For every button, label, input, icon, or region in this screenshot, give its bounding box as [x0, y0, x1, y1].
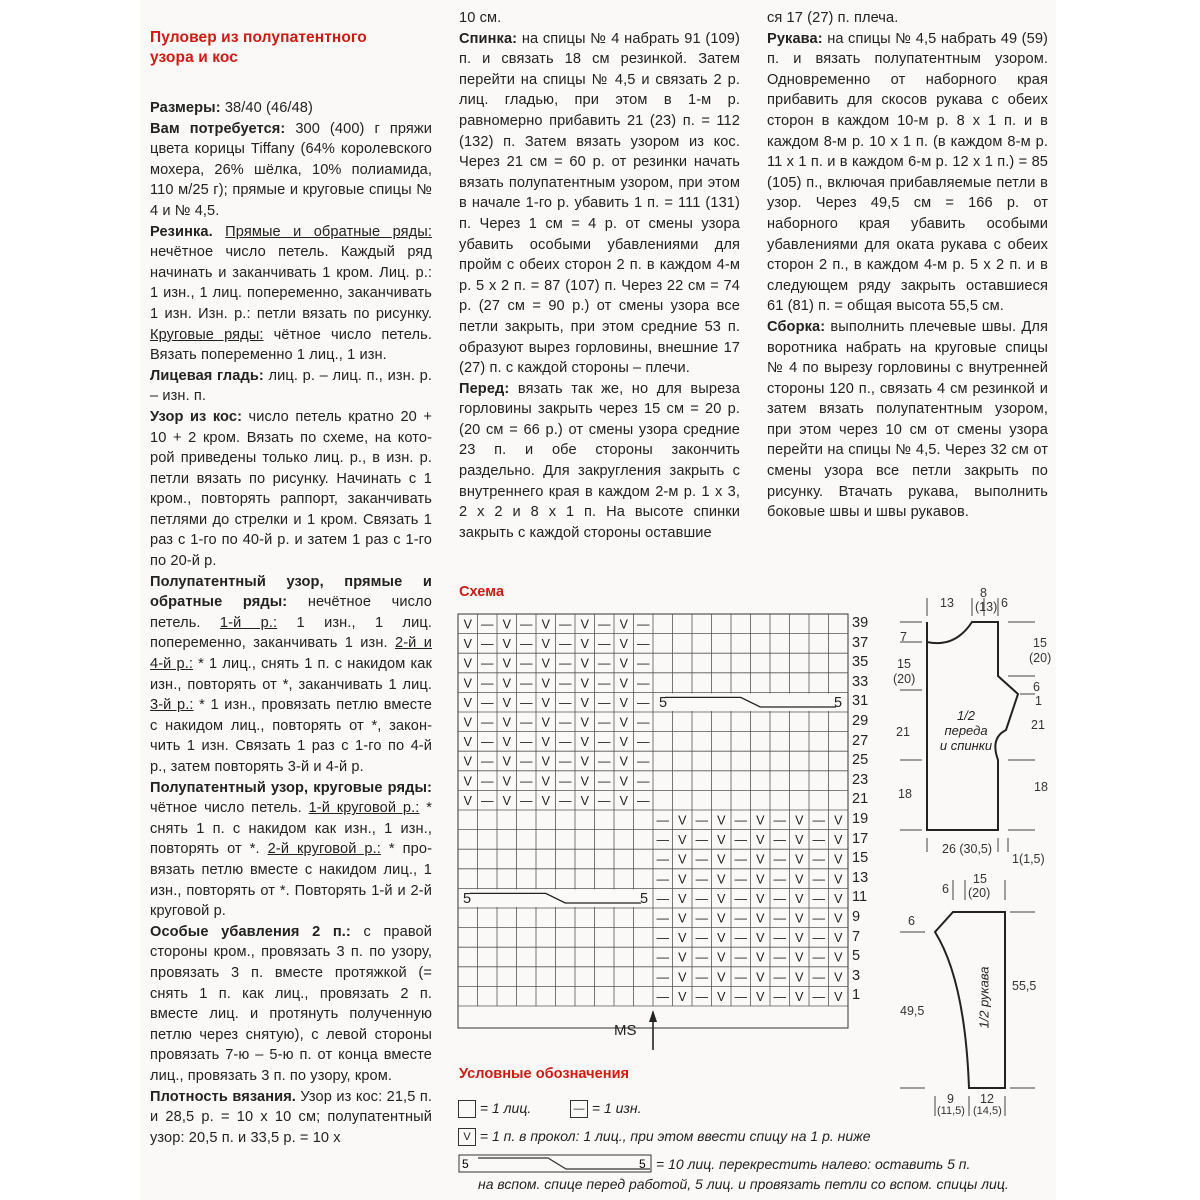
body-dim-6: 6 — [1001, 596, 1008, 610]
column-1 — [150, 28, 432, 1148]
purl-stitch: — — [656, 852, 669, 867]
chart-title: Схема — [459, 584, 504, 600]
purl-stitch: — — [734, 891, 747, 906]
purl-stitch: — — [812, 852, 825, 867]
v-stitch: V — [541, 715, 550, 730]
chart-row-number: 35 — [852, 654, 869, 671]
purl-stitch: — — [773, 989, 786, 1004]
v-stitch: V — [717, 989, 726, 1004]
ribbing-paragraph: Резинка. Прямые и обратные ряды: нечётное число петель. Каждый ряд начинать и заканчивать 1 кром. Лиц. р.: 1 изн., 1 лиц. попеременно, заканчивать 1 изн. Изн. р.: петли вязать по рисунку. Круговые ряды: чётное число петель. Вязать попеременно 1 лиц., 1 изн. — [150, 223, 433, 364]
body-dim-18-left: 18 — [898, 787, 912, 801]
purl-stitch: — — [559, 754, 572, 769]
v-stitch: V — [834, 852, 843, 867]
purl-stitch: — — [637, 656, 650, 671]
purl-stitch: — — [773, 872, 786, 887]
purl-stitch: — — [812, 872, 825, 887]
v-stitch: V — [463, 715, 472, 730]
sleeve-dim-15: 15 — [973, 872, 987, 886]
v-stitch: V — [678, 989, 687, 1004]
v-stitch: V — [795, 852, 804, 867]
ms-arrow-head — [649, 1010, 657, 1022]
body-dim-13b: (13) — [975, 600, 998, 614]
purl-stitch: — — [695, 852, 708, 867]
purl-stitch: — — [734, 931, 747, 946]
v-stitch: V — [717, 872, 726, 887]
purl-stitch: — — [734, 970, 747, 985]
purl-stitch: — — [656, 989, 669, 1004]
v-stitch: V — [678, 970, 687, 985]
v-stitch: V — [580, 617, 589, 632]
purl-stitch: — — [637, 637, 650, 652]
v-stitch: V — [795, 970, 804, 985]
v-stitch: V — [756, 989, 765, 1004]
purl-stitch: — — [734, 833, 747, 848]
v-stitch: V — [795, 989, 804, 1004]
v-stitch: V — [834, 989, 843, 1004]
chart-row-number: 23 — [852, 771, 869, 788]
purl-stitch: — — [656, 872, 669, 887]
v-stitch: V — [834, 911, 843, 926]
purl-stitch: — — [695, 931, 708, 946]
purl-stitch: — — [695, 872, 708, 887]
cable-label-right-upper: 5 — [834, 695, 843, 711]
purl-stitch: — — [656, 813, 669, 828]
chart-row-number: 39 — [852, 615, 869, 631]
v-stitch: V — [795, 911, 804, 926]
v-stitch: V — [834, 950, 843, 965]
v-stitch: V — [756, 891, 765, 906]
body-dim-18-right: 18 — [1034, 780, 1048, 794]
chart-row-number: 1 — [852, 987, 861, 1004]
purl-stitch: — — [695, 950, 708, 965]
purl-stitch: — — [734, 872, 747, 887]
purl-stitch: — — [773, 852, 786, 867]
sleeve-dim-20: (20) — [968, 886, 991, 900]
sleeve-dim-11: (11,5) — [937, 1105, 965, 1117]
v-stitch: V — [756, 970, 765, 985]
body-dim-8: 8 — [980, 586, 987, 600]
legend-slip: V = 1 п. в прокол: 1 лиц., при этом ввести спицу на 1 р. ниже — [458, 1128, 871, 1146]
purl-stitch: — — [481, 695, 494, 710]
purl-stitch: — — [598, 735, 611, 750]
back-paragraph: Спинка: на спицы № 4 набрать 91 (109) п. и связать 18 см резинкой. Затем перейти на спицы № 4,5 и связать 2 р. лиц. гладью, при этом в 1-м р. равномерно прибавить 21 (23) п. = 112 (132) п. Затем вязать узором из кос. Через 21 см = 60 р. от резинки начать вязать полупатентным узором, при этом в начале 1-го р. убавить 1 п. = 111 (131) п. Через 1 см = 4 р. от смены узора убавить особыми убавлениями для пройм с обеих сторон 2 п. в каждом 4-м р. 5 х 2 п. = 87 (107) п. Через 22 см = 74 р. (27 см = 90 р.) от смены узора все петли закрыть, при этом средние 53 п. образуют вырез горловины, внешние 17 (27) п. с каждой стороны – плечи. — [459, 30, 740, 377]
purl-stitch: — — [812, 833, 825, 848]
purl-stitch: — — [695, 813, 708, 828]
purl-stitch: — — [559, 774, 572, 789]
purl-stitch: — — [812, 891, 825, 906]
v-stitch: V — [541, 617, 550, 632]
purl-stitch: — — [559, 656, 572, 671]
purl-stitch: — — [773, 970, 786, 985]
body-dim-21-left: 21 — [896, 725, 910, 739]
v-stitch: V — [717, 833, 726, 848]
purl-stitch: — — [520, 774, 533, 789]
chart-row-number: 3 — [852, 967, 861, 984]
purl-stitch: — — [598, 695, 611, 710]
purl-stitch: — — [656, 970, 669, 985]
v-stitch: V — [463, 793, 472, 808]
v-stitch: V — [756, 931, 765, 946]
purl-stitch: — — [734, 852, 747, 867]
legend-knit: = 1 лиц. — [458, 1100, 531, 1118]
purl-stitch: — — [637, 695, 650, 710]
v-stitch: V — [834, 833, 843, 848]
column-3 — [767, 8, 1048, 523]
v-stitch: V — [502, 617, 511, 632]
v-stitch: V — [756, 813, 765, 828]
v-stitch: V — [678, 911, 687, 926]
v-stitch: V — [795, 931, 804, 946]
purl-stitch: — — [734, 950, 747, 965]
purl-stitch: — — [637, 735, 650, 750]
knitting-chart — [450, 600, 890, 1050]
purl-stitch: — — [773, 813, 786, 828]
body-dim-1-right: 1 — [1035, 694, 1042, 708]
legend-purl: — = 1 изн. — [570, 1100, 642, 1118]
purl-stitch: — — [734, 813, 747, 828]
purl-stitch: — — [734, 989, 747, 1004]
body-dim-13: 13 — [940, 596, 954, 610]
column-2 — [459, 8, 740, 543]
chart-row-number: 31 — [852, 693, 869, 710]
purl-stitch: — — [656, 911, 669, 926]
v-stitch: V — [541, 793, 550, 808]
purl-stitch: — — [598, 676, 611, 691]
chart-row-number: 25 — [852, 752, 869, 769]
v-stitch: V — [463, 676, 472, 691]
cable-cross-symbol — [458, 1154, 654, 1174]
legend-title: Условные обозначения — [459, 1066, 630, 1082]
purl-stitch: — — [637, 774, 650, 789]
purl-stitch: — — [695, 911, 708, 926]
v-stitch: V — [619, 735, 628, 750]
sleeve-dim-12: 12 — [980, 1092, 994, 1106]
body-dim-21-right: 21 — [1031, 718, 1045, 732]
chart-row-number: 13 — [852, 869, 869, 886]
purl-stitch: — — [481, 676, 494, 691]
body-dim-7: 7 — [900, 630, 907, 644]
v-stitch: V — [717, 970, 726, 985]
purl-stitch: — — [812, 950, 825, 965]
v-stitch: V — [678, 872, 687, 887]
v-stitch: V — [619, 637, 628, 652]
v-stitch: V — [502, 715, 511, 730]
purl-stitch: — — [520, 617, 533, 632]
v-stitch: V — [678, 950, 687, 965]
purl-stitch: — — [598, 715, 611, 730]
purl-stitch: — — [598, 617, 611, 632]
v-stitch: V — [502, 754, 511, 769]
col3-continuation: ся 17 (27) п. плеча. — [767, 10, 899, 26]
v-stitch: V — [756, 872, 765, 887]
purl-stitch: — — [695, 970, 708, 985]
purl-stitch: — — [812, 813, 825, 828]
sleeve-dim-49: 49,5 — [900, 1004, 925, 1018]
purl-stitch: — — [520, 735, 533, 750]
v-stitch: V — [619, 695, 628, 710]
sleeve-dim-6-left: 6 — [908, 914, 915, 928]
v-stitch: V — [502, 735, 511, 750]
v-stitch: V — [678, 833, 687, 848]
chart-row-number: 7 — [852, 928, 861, 945]
purl-stitch: — — [598, 793, 611, 808]
v-stitch: V — [834, 891, 843, 906]
col2-continuation: 10 см. — [459, 10, 502, 26]
v-stitch: V — [717, 911, 726, 926]
v-stitch: V — [795, 872, 804, 887]
chart-row-number: 15 — [852, 850, 869, 867]
cable-label-left: 5 — [463, 891, 472, 907]
v-stitch: V — [795, 833, 804, 848]
sizes-paragraph: Размеры: 38/40 (46/48) — [150, 100, 313, 116]
v-stitch: V — [717, 950, 726, 965]
purl-stitch: — — [812, 931, 825, 946]
purl-stitch: — — [812, 989, 825, 1004]
body-dim-20: (20) — [893, 672, 916, 686]
purl-stitch: — — [812, 970, 825, 985]
v-stitch: V — [541, 735, 550, 750]
purl-stitch: — — [520, 715, 533, 730]
purl-stitch: — — [481, 656, 494, 671]
knit-symbol — [458, 1100, 476, 1118]
v-stitch: V — [463, 656, 472, 671]
v-stitch: V — [463, 754, 472, 769]
body-dim-15: 15 — [897, 657, 911, 671]
chart-row-number: 11 — [852, 889, 868, 906]
sleeve-schematic — [895, 870, 1055, 1120]
v-stitch: V — [834, 931, 843, 946]
v-stitch: V — [619, 793, 628, 808]
purl-stitch: — — [598, 774, 611, 789]
article-title: Пуловер из полупатентного узора и кос — [150, 29, 367, 66]
purl-stitch: — — [559, 715, 572, 730]
v-stitch: V — [541, 656, 550, 671]
v-stitch: V — [502, 676, 511, 691]
v-stitch: V — [580, 735, 589, 750]
v-stitch: V — [541, 754, 550, 769]
purl-stitch: — — [559, 617, 572, 632]
v-stitch: V — [541, 774, 550, 789]
chart-row-number: 17 — [852, 830, 869, 847]
purl-stitch: — — [695, 989, 708, 1004]
purl-stitch: — — [773, 950, 786, 965]
purl-stitch: — — [773, 891, 786, 906]
v-stitch: V — [619, 617, 628, 632]
cable-pattern-paragraph: Узор из кос: число петель кратно 20 + 10 + 2 кром. Вязать по схеме, на которой приведены только лиц. р., в изн. р. петли вязать по рисунку. Начинать с 1 кром., повторять раппорт, заканчивать петлями до стрелки и 1 кром. Связать 1 раз с 1-го по 40-й р. и затем 1 раз с 1-го по 20-й р. — [150, 408, 432, 570]
v-stitch: V — [795, 891, 804, 906]
v-stitch: V — [463, 774, 472, 789]
v-stitch: V — [502, 656, 511, 671]
ms-label: MS — [614, 1022, 637, 1039]
v-stitch: V — [541, 637, 550, 652]
v-stitch: V — [756, 950, 765, 965]
v-stitch: V — [756, 833, 765, 848]
sleeve-dim-9: 9 — [947, 1092, 954, 1106]
v-stitch: V — [619, 715, 628, 730]
body-dim-hem: 1(1,5) — [1012, 852, 1045, 866]
cable-cross-five-right: 5 — [639, 1157, 646, 1171]
v-stitch: V — [795, 950, 804, 965]
purl-stitch: — — [637, 754, 650, 769]
v-stitch: V — [580, 774, 589, 789]
v-stitch: V — [678, 852, 687, 867]
gauge-paragraph: Плотность вязания. Узор из кос: 21,5 п. и 28,5 р. = 10 х 10 см; полупатентный узор: 20,5 п. и 33,5 р. = 10 х — [150, 1088, 432, 1146]
purl-stitch: — — [773, 833, 786, 848]
v-stitch: V — [834, 872, 843, 887]
v-stitch: V — [717, 931, 726, 946]
cable-label-right: 5 — [640, 891, 649, 907]
v-stitch: V — [463, 695, 472, 710]
body-label: 1/2 переда и спинки — [939, 708, 993, 753]
purl-stitch: — — [695, 833, 708, 848]
body-dim-15-right: 15 — [1033, 636, 1047, 650]
purl-stitch: — — [520, 754, 533, 769]
purl-stitch: — — [695, 891, 708, 906]
half-patent-flat-paragraph: Полупатентный узор, прямые и обратные ряды: нечётное число петель. 1-й р.: 1 изн., 1 лиц. попеременно, заканчивать 1 изн. 2-й и 4-й р.: * 1 лиц., снять 1 п. с накидом как изн., повторять от *, заканчивать 1 лиц. 3-й р.: * 1 изн., провязать петлю вместе с накидом лиц., повторять от *, закончить 1 изн. Связать 1 раз с 1-го по 4-й р., затем повторять 3-й и 4-й р. — [150, 573, 433, 775]
v-stitch: V — [756, 852, 765, 867]
purl-stitch: — — [559, 637, 572, 652]
v-stitch: V — [756, 911, 765, 926]
purl-stitch: — — [559, 695, 572, 710]
front-paragraph: Перед: вязать так же, но для выреза горловины закрыть через 15 см = 20 р. (20 см = 66 р.) от смены узора средние 23 п. и обе стороны закончить раздельно. Для закругления закрыть с внутреннего края в каждом 2-м р. 1 х 3, 2 х 2 и 8 х 1 п. На высоте спинки закрыть с каждой стороны оставшие — [459, 380, 740, 541]
purl-stitch: — — [520, 793, 533, 808]
materials-paragraph: Вам потребуется: 300 (400) г пряжи цвета корицы Tiffany (64% королевского мохера, 26% шёлка, 10% полиамида, 110 м/25 г); прямые и круговые спицы № 4 и № 4,5. — [150, 120, 432, 219]
v-stitch: V — [717, 891, 726, 906]
v-stitch: V — [580, 656, 589, 671]
purl-stitch: — — [481, 617, 494, 632]
v-stitch: V — [541, 695, 550, 710]
purl-stitch: — — [637, 715, 650, 730]
v-stitch: V — [834, 970, 843, 985]
v-stitch: V — [580, 754, 589, 769]
chart-row-number: 27 — [852, 732, 869, 749]
legend-cable-line2: на вспом. спице перед работой, 5 лиц. и провязать петли со вспом. спицы лиц. — [478, 1176, 1009, 1192]
purl-stitch: — — [812, 911, 825, 926]
stockinette-paragraph: Лицевая гладь: лиц. р. – лиц. п., изн. р. – изн. п. — [150, 367, 432, 405]
purl-stitch: — — [520, 656, 533, 671]
v-stitch: V — [834, 813, 843, 828]
chart-row-number: 19 — [852, 811, 869, 827]
purl-stitch: — — [598, 656, 611, 671]
purl-symbol: — — [570, 1100, 588, 1118]
purl-stitch: — — [481, 637, 494, 652]
v-stitch: V — [795, 813, 804, 828]
purl-stitch: — — [773, 931, 786, 946]
sleeve-dim-14: (14,5) — [973, 1105, 1002, 1117]
v-stitch: V — [580, 676, 589, 691]
cable-cross-five-left: 5 — [462, 1157, 469, 1171]
body-dim-width: 26 (30,5) — [942, 842, 993, 856]
purl-stitch: — — [559, 676, 572, 691]
sleeve-dim-6-top: 6 — [942, 882, 949, 896]
chart-row-number: 33 — [852, 673, 869, 690]
v-stitch: V — [502, 695, 511, 710]
purl-stitch: — — [481, 735, 494, 750]
chart-row-number: 9 — [852, 909, 861, 925]
v-stitch: V — [580, 695, 589, 710]
purl-stitch: — — [481, 754, 494, 769]
purl-stitch: — — [520, 676, 533, 691]
purl-stitch: — — [559, 735, 572, 750]
body-dim-20-right: (20) — [1029, 651, 1052, 665]
purl-stitch: — — [637, 793, 650, 808]
v-stitch: V — [619, 656, 628, 671]
v-stitch-symbol: V — [458, 1128, 476, 1146]
v-stitch: V — [463, 617, 472, 632]
chart-row-number: 5 — [852, 948, 861, 965]
purl-stitch: — — [656, 833, 669, 848]
body-dim-6-right: 6 — [1033, 680, 1040, 694]
v-stitch: V — [541, 676, 550, 691]
sleeves-paragraph: Рукава: на спицы № 4,5 набрать 49 (59) п. и вязать полупатентным узором. Одновременно от наборного края прибавить для скосов рукава с обеих сторон в каждом 10-м р. 8 х 1 п. и в каждом 8-м р. 10 х 1 п. (в каждом 8-м р. 11 х 1 п. и в каждом 6-м р. 12 х 1 п.) = 85 (105) п., включая прибавляемые петли в узор. Через 49,5 см = 166 р. от наборного края убавить особыми убавлениями для оката рукава с обеих сторон 2 п., в каждом 4-м р. 5 х 2 п. и в следующем ряду закрыть оставшиеся 61 (81) п. = общая высота 55,5 см. — [767, 30, 1048, 315]
purl-stitch: — — [598, 754, 611, 769]
cable-label-left-upper: 5 — [659, 695, 668, 711]
v-stitch: V — [678, 931, 687, 946]
v-stitch: V — [463, 637, 472, 652]
purl-stitch: — — [481, 793, 494, 808]
v-stitch: V — [717, 813, 726, 828]
v-stitch: V — [619, 754, 628, 769]
purl-stitch: — — [559, 793, 572, 808]
decrease-paragraph: Особые убавления 2 п.: с правой стороны кром., провязать 3 п. по узору, провязать 3 п. вместе протяжкой (= снять 1 п. как лиц., провязать 2 п. вместе лиц. и протянуть полученную петлю через снятую), с левой стороны провязать 7-ю – 5-ю п. от конца вместе лиц., провязать 3 п. по узору, кром. — [150, 923, 432, 1084]
chart-row-number: 21 — [852, 791, 869, 808]
purl-stitch: — — [598, 637, 611, 652]
v-stitch: V — [580, 793, 589, 808]
half-patent-round-paragraph: Полупатентный узор, круговые ряды: чётное число петель. 1-й круговой р.: * снять 1 п. с накидом как изн., 1 изн., повторять от *. 2-й круговой р.: * провязать петлю вместе с накидом лиц., 1 изн., повторять от *. Повторять 1-й и 2-й круговой р. — [150, 779, 433, 920]
v-stitch: V — [580, 715, 589, 730]
purl-stitch: — — [656, 931, 669, 946]
v-stitch: V — [502, 793, 511, 808]
purl-stitch: — — [656, 891, 669, 906]
v-stitch: V — [463, 735, 472, 750]
purl-stitch: — — [520, 637, 533, 652]
purl-stitch: — — [481, 715, 494, 730]
sleeve-label: 1/2 рукава — [976, 966, 992, 1029]
purl-stitch: — — [773, 911, 786, 926]
sleeve-dim-55: 55,5 — [1012, 979, 1037, 993]
v-stitch: V — [580, 637, 589, 652]
purl-stitch: — — [481, 774, 494, 789]
purl-stitch: — — [520, 695, 533, 710]
v-stitch: V — [678, 891, 687, 906]
v-stitch: V — [678, 813, 687, 828]
purl-stitch: — — [656, 950, 669, 965]
v-stitch: V — [619, 774, 628, 789]
chart-row-number: 29 — [852, 713, 869, 729]
chart-row-number: 37 — [852, 634, 869, 651]
purl-stitch: — — [637, 617, 650, 632]
purl-stitch: — — [734, 911, 747, 926]
v-stitch: V — [717, 852, 726, 867]
legend-cable-line1: = 10 лиц. перекрестить налево: оставить 5 п. — [656, 1156, 971, 1172]
purl-stitch: — — [637, 676, 650, 691]
v-stitch: V — [502, 774, 511, 789]
v-stitch: V — [619, 676, 628, 691]
v-stitch: V — [502, 637, 511, 652]
assembly-paragraph: Сборка: выполнить плечевые швы. Для воротника набрать на круговые спицы № 4 по вырезу горловины с внутренней стороны 120 п., связать 4 см резинкой и затем вязать полупатентным узором, при этом через 10 см от смены узора перейти на спицы № 4,5. Через 32 см от смены узора все петли закрыть по рисунку. Втачать рукава, выполнить боковые швы и швы рукавов. — [767, 318, 1048, 521]
